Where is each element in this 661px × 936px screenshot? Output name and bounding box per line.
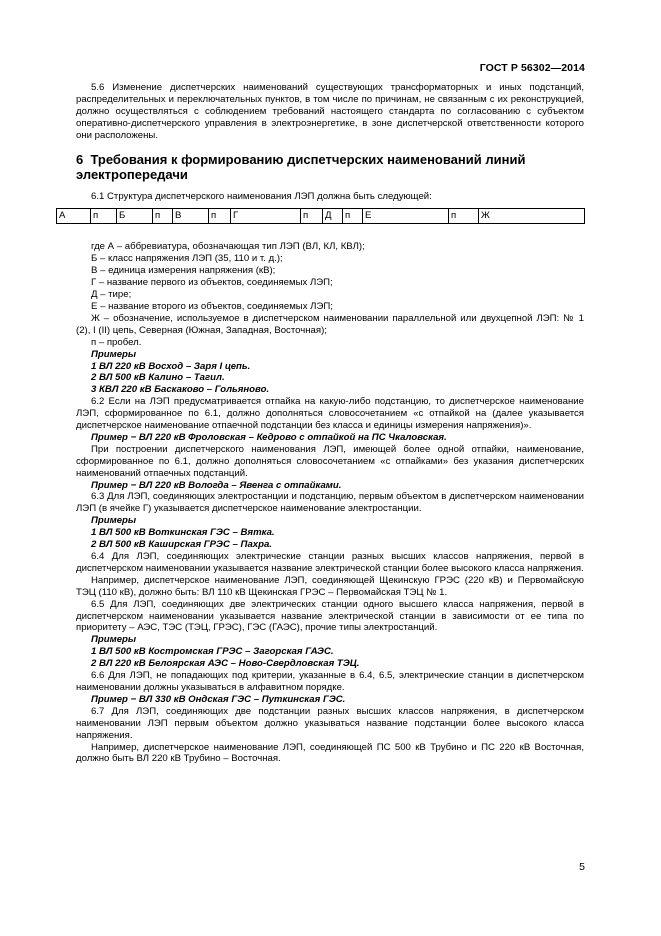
definition-item: Д – тире; [91, 289, 132, 301]
definition-item: где А – аббревиатура, обозначающая тип ЛЭП (ВЛ, КЛ, КВЛ); [91, 241, 365, 253]
structure-cell: Ж [479, 209, 585, 224]
structure-cell: п [91, 209, 117, 224]
paragraph-6-1: 6.1 Структура диспетчерского наименования ЛЭП должна быть следующей: [91, 190, 432, 202]
structure-row [57, 209, 585, 224]
paragraph-5-6: 5.6 Изменение диспетчерских наименований существующих трансформаторных и иных подстанций, распределительных и переключательных пунктов, в том числе по причинам, не связанным с их реконструкцией, должно осуществляться с соблюдением требований настоящего стандарта по согласованию с субъектом оперативно-диспетчерского управления в электроэнергетике, в зоне диспетчерской ответственности которого они расположены. [76, 82, 584, 141]
paragraph-6-3: 6.3 Для ЛЭП, соединяющих электростанции и подстанцию, первым объектом в диспетчерском наименовании ЛЭП (в ячейке Г) указывается диспетчерское наименование электростанции. [76, 491, 584, 515]
example-item: 1 ВЛ 500 кВ Костромская ГРЭС – Загорская ГАЭС. [91, 646, 334, 658]
structure-cell: п [449, 209, 479, 224]
structure-cell: п [343, 209, 363, 224]
paragraph-6-4b: Например, диспетчерское наименование ЛЭП, соединяющей Щекинскую ГРЭС (220 кВ) и Первомайскую ТЭЦ (110 кВ), должно быть: ВЛ 110 кВ Щекинская ГРЭС – Первомайская ТЭЦ № 1. [76, 574, 584, 598]
section-number: 6 [76, 151, 84, 167]
example-item: 3 КВЛ 220 кВ Баскаково – Гольяново. [91, 384, 270, 396]
paragraph-6-2b: При построении диспетчерского наименования ЛЭП, имеющей более одной отпайки, наименование, сформированное по 6.1, должно дополняться словосочетанием «с отпайками» без указания диспетчерских наименований отпаечных подстанций. [76, 443, 584, 479]
examples-heading: Примеры [91, 515, 137, 527]
section-title: Требования к формированию диспетчерских наименований линий электропередачи [76, 151, 526, 183]
structure-cell: А [57, 209, 91, 224]
page-content [59, 82, 584, 765]
name-structure-table [56, 208, 585, 224]
definition-item: Г – название первого из объектов, соединяемых ЛЭП; [91, 277, 333, 289]
paragraph-6-6: 6.6 Для ЛЭП, не попадающих под критерии, указанные в 6.4, 6.5, электрические станции в диспетчерском наименовании должны указываться в алфавитном порядке. [76, 670, 584, 693]
structure-cell: п [301, 209, 323, 224]
example-item: 1 ВЛ 220 кВ Восход – Заря I цепь. [91, 360, 251, 372]
definition-item: п – пробел. [91, 336, 142, 348]
document-id: ГОСТ Р 56302—2014 [479, 62, 585, 74]
structure-cell: Д [323, 209, 343, 224]
definitions-list [76, 241, 584, 348]
example-6-2b: Пример − ВЛ 220 кВ Вологда – Явенга с отпайками. [91, 479, 342, 491]
page-number: 5 [579, 861, 585, 873]
paragraph-6-5: 6.5 Для ЛЭП, соединяющих две электрических станции одного высшего класса напряжения, первой в диспетчерском наименовании указывается название электрической станции в зависимости от ее типа по приоритету – АЭС, ТЭС (ТЭЦ, ГРЭС), ГЭС (ГАЭС), прочие типы электростанций. [76, 598, 584, 634]
definition-item: Е – название второго из объектов, соединяемых ЛЭП; [91, 300, 333, 312]
structure-cell: В [173, 209, 209, 224]
structure-cell: Б [117, 209, 153, 224]
definition-item: Ж – обозначение, используемое в диспетчерском наименовании параллельной или двухцепной ЛЭП: № 1 (2), I (II) цепь, Северная (Южная, Западная, Восточная); [76, 312, 584, 336]
structure-cell: Г [231, 209, 301, 224]
paragraph-6-7: 6.7 Для ЛЭП, соединяющих две подстанции разных высших классов напряжения, в диспетчерском наименовании ЛЭП первым объектом должно указываться название подстанции более высокого класса напряжения. [76, 705, 584, 741]
examples-heading: Примеры [91, 634, 137, 646]
paragraph-6-7b: Например, диспетчерское наименование ЛЭП, соединяющей ПС 500 кВ Трубино и ПС 220 кВ Восточная, должно быть ВЛ 220 кВ Трубино – Восточная. [76, 741, 584, 765]
examples-heading: Примеры [91, 348, 137, 360]
structure-cell: п [153, 209, 173, 224]
paragraph-6-4: 6.4 Для ЛЭП, соединяющих электрические станции разных высших классов напряжения, первой в диспетчерском наименовании указывается название электрической станции более высокого класса напряжения. [76, 551, 584, 574]
example-item: 2 ВЛ 220 кВ Белоярская АЭС – Ново-Свердловская ТЭЦ. [91, 658, 360, 670]
structure-cell: п [209, 209, 231, 224]
definition-item: В – единица измерения напряжения (кВ); [91, 265, 276, 277]
example-6-6: Пример − ВЛ 330 кВ Ондская ГЭС – Путкинская ГЭС. [91, 693, 346, 705]
section-heading [76, 152, 584, 183]
example-item: 2 ВЛ 500 кВ Калино – Тагил. [91, 372, 225, 384]
example-item: 1 ВЛ 500 кВ Воткинская ГЭС – Вятка. [91, 527, 275, 539]
paragraph-6-2: 6.2 Если на ЛЭП предусматривается отпайка на какую-либо подстанцию, то диспетчерское наименование ЛЭП, сформированное по 6.1, должно дополняться словосочетанием «с отпайкой на (далее указывается диспетчерское наименование отпаечной подстанции без класса и единицы измерения напряжения)». [76, 396, 584, 432]
example-6-2: Пример − ВЛ 220 кВ Фроловская – Кедрово с отпайкой на ПС Чкаловская. [91, 431, 447, 443]
example-item: 2 ВЛ 500 кВ Каширская ГРЭС – Пахра. [91, 539, 272, 551]
definition-item: Б – класс напряжения ЛЭП (35, 110 и т. д.); [91, 253, 283, 265]
structure-cell: Е [363, 209, 449, 224]
